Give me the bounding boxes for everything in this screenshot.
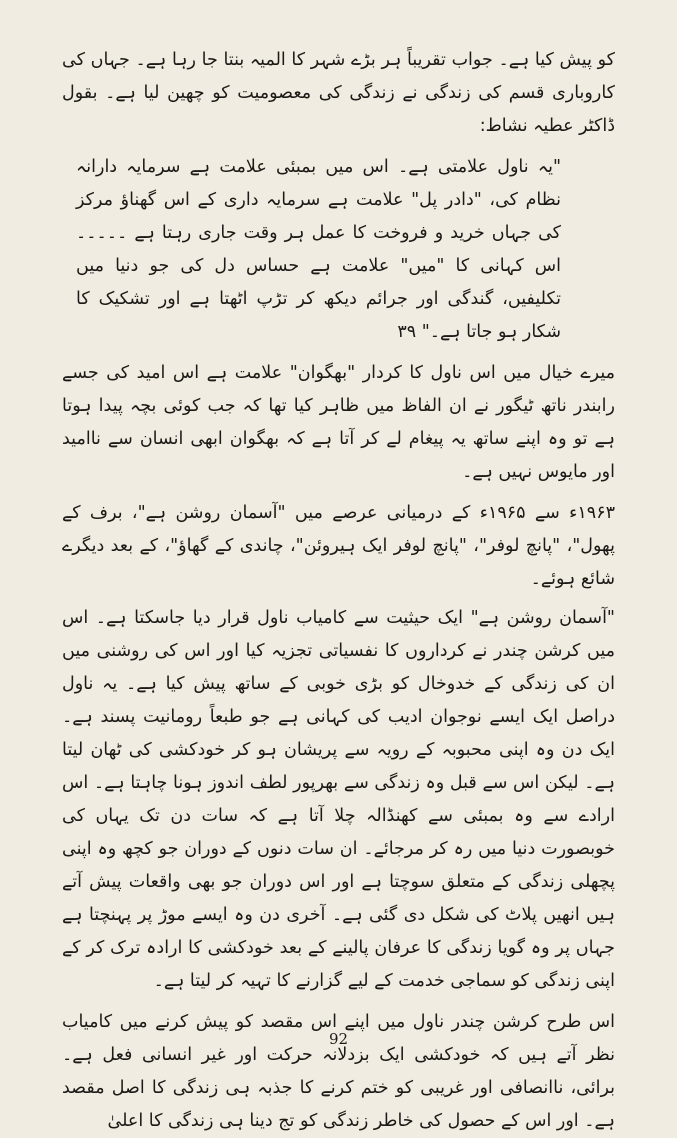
paragraph-aasman-roshan-hai: "آسمان روشن ہے" ایک حیثیت سے کامیاب ناول قرار دیا جاسکتا ہے۔ اس میں کرشن چندر نے کرداروں کا نفسیاتی تجزیہ کیا اور اس کی روشنی میں ان کی زندگی کے خدوخال کو بڑی خوبی کے ساتھ پیش کیا ہے۔ یہ ناول دراصل ایک ایسے نوجوان ادیب کی کہانی ہے جو طبعاً رومانیت پسند ہے۔ ایک دن وہ اپنی محبوبہ کے رویہ سے پریشان ہو کر خودکشی کی ٹھان لیتا ہے۔ لیکن اس سے قبل وہ زندگی سے بھرپور لطف اندوز ہونا چاہتا ہے۔ اس ارادے سے وہ بمبئی سے کھنڈالہ چلا آتا ہے کہ سات دن تک یہاں کی خوبصورت دنیا میں رہ کر مرجائے۔ ان سات دنوں کے دوران جو کچھ وہ اپنی پچھلی زندگی کے متعلق سوچتا ہے اور اس دوران جو بھی واقعات پیش آتے ہیں انھیں پلاٹ کی شکل دی گئی ہے۔ آخری دن وہ ایسے موڑ پر پہنچتا ہے جہاں پر وہ گویا زندگی کا عرفان پالینے کے بعد خودکشی کا ارادہ ترک کر کے اپنی زندگی کو سماجی خدمت کے لیے گزارنے کا تہیہ کر لیتا ہے۔ xyxy=(62,608,615,991)
block-quote: "یہ ناول علامتی ہے۔ اس میں بمبئی علامت ہے سرمایہ دارانہ نظام کی، "دادر پل" علامت ہے سرمایہ داری کے اس گھناؤ مرکز کی جہاں خرید و فروخت کا عمل ہر وقت جاری رہتا ہے ۔۔۔۔۔ اس کہانی کا "میں" علامت ہے حساس دل کی جو دنیا میں تکلیفیں، گندگی اور جرائم دیکھ کر تڑپ اٹھتا ہے اور تشکیک کا شکار ہو جاتا ہے۔" ۳۹ xyxy=(76,157,561,342)
paragraph-novels-list: ۱۹۶۳ء سے ۱۹۶۵ء کے درمیانی عرصے میں "آسمان روشن ہے"، برف کے پھول"، "پانچ لوفر"، "پانچ لوفر ایک ہیروئن"، چاندی کے گھاؤ"، کے بعد دیگرے شائع ہوئے۔ xyxy=(62,503,615,589)
paragraph-intro: کو پیش کیا ہے۔ جواب تقریباً ہر بڑے شہر کا المیہ بنتا جا رہا ہے۔ جہاں کی کاروباری قسم کی زندگی نے زندگی کی معصومیت کو چھین لیا ہے۔ بقول ڈاکٹر عطیہ نشاط: xyxy=(62,50,615,136)
paragraph-conclusion: اس طرح کرشن چندر ناول میں اپنے اس مقصد کو پیش کرنے میں کامیاب نظر آتے ہیں کہ خودکشی ایک بزدلانہ حرکت اور غیر انسانی فعل ہے۔ برائی، ناانصافی اور غریبی کو ختم کرنے کا جذبہ ہی زندگی کا اصل مقصد ہے۔ اور اس کے حصول کی خاطر زندگی کو تج دینا ہی زندگی کا اعلیٰ xyxy=(62,1012,615,1131)
page-number: 92 xyxy=(328,1030,349,1048)
paragraph-bhagwan-symbol: میرے خیال میں اس ناول کا کردار "بھگوان" علامت ہے اس امید کی جسے رابندر ناتھ ٹیگور نے ان الفاظ میں ظاہر کیا تھا کہ جب کوئی بچہ پیدا ہوتا ہے تو وہ اپنے ساتھ یہ پیغام لے کر آتا ہے کہ بھگوان ابھی انسان سے ناامید اور مایوس نہیں ہے۔ xyxy=(62,363,615,482)
